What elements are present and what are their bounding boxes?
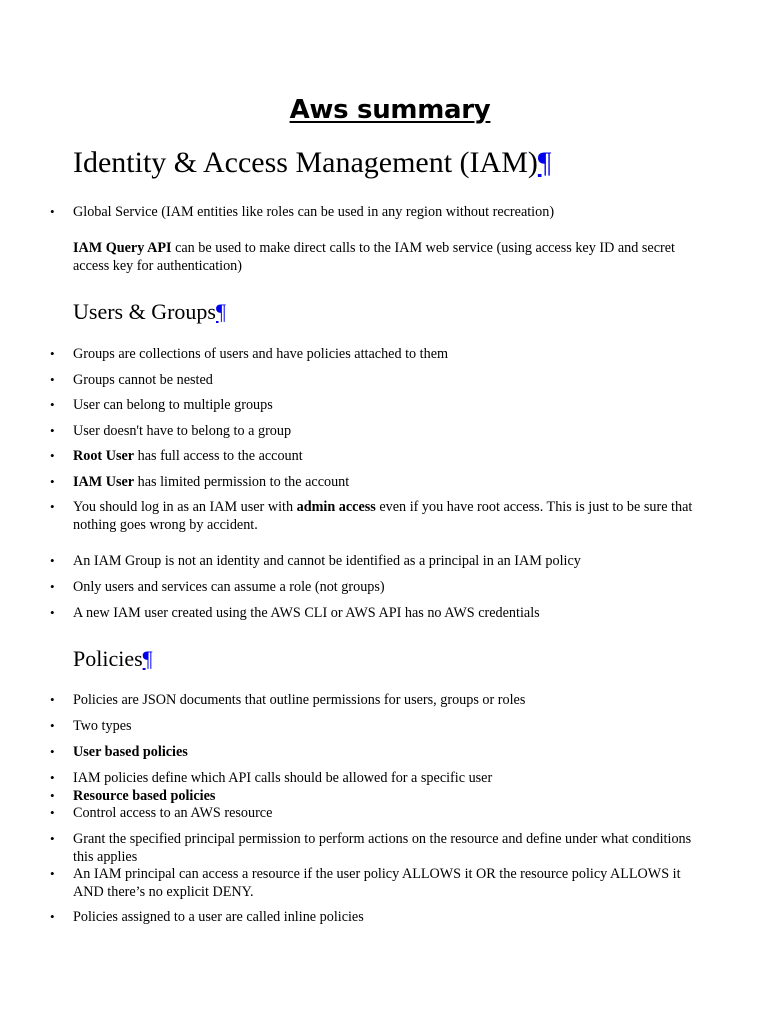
list-item [73,691,693,709]
bold-term: admin access [296,499,376,515]
list-item-text: Policies assigned to a user are called inline policies [73,909,364,925]
list-item-text: User can belong to multiple groups [73,397,273,413]
paragraph-iam-query-api [73,239,693,275]
list-item [73,578,693,596]
heading-anchor-link[interactable]: ¶ [142,646,153,671]
list-item [73,865,693,901]
list-item [73,604,693,622]
bold-term: Root User [73,448,135,464]
heading-anchor-link[interactable]: ¶ [537,146,552,179]
list-item-text: IAM policies define which API calls should be allowed for a specific user [73,770,493,786]
list-item [73,498,693,534]
bold-term: User based policies [73,744,188,760]
heading-users-groups [73,299,226,325]
list-item [73,447,693,465]
list-item-text: An IAM Group is not an identity and cannot be identified as a principal in an IAM policy [73,553,581,569]
list-item [73,804,693,822]
list-item-text: A new IAM user created using the AWS CLI or AWS API has no AWS credentials [73,605,540,621]
heading-anchor-link[interactable]: ¶ [216,299,226,324]
list-item-text: User doesn't have to belong to a group [73,423,292,439]
list-item-text: has full access to the account [134,448,303,464]
list-item-text: even if you have root access. This is just to be sure that nothing goes wrong by accident. [73,499,693,533]
list-item [73,345,693,363]
heading-text: Users & Groups [73,299,216,324]
heading-policies [73,646,153,672]
list-item-text: has limited permission to the account [134,474,350,490]
list-item [73,787,693,805]
list-item-text: Groups are collections of users and have policies attached to them [73,346,449,362]
bold-term: IAM Query API [73,240,172,256]
list-item [73,396,693,414]
list-item-text: Global Service (IAM entities like roles can be used in any region without recreation) [73,204,555,220]
bold-term: Resource based policies [73,788,216,804]
list-item-text: You should log in as an IAM user with [73,499,297,515]
list-item [73,908,693,926]
list-item [73,473,693,491]
list-item [73,743,693,761]
list-item-text: An IAM principal can access a resource if the user policy ALLOWS it OR the resource policy ALLOWS it AND there’s no explicit DENY. [73,866,681,900]
list-item [73,717,693,735]
list-item [73,422,693,440]
list-item-text: Control access to an AWS resource [73,805,273,821]
list-item [73,769,693,787]
list-item [73,371,693,389]
list-item-text: Only users and services can assume a role (not groups) [73,579,385,595]
list-item-text: Grant the specified principal permission to perform actions on the resource and define under what conditions this applies [73,831,692,865]
list-item [73,552,693,570]
document-title: Aws summary [289,95,491,125]
paragraph-text: can be used to make direct calls to the IAM web service (using access key ID and secret access key for authentication) [73,240,675,274]
list-item-text: Groups cannot be nested [73,372,213,388]
list-item-text: Two types [73,718,132,734]
bold-term: IAM User [73,474,135,490]
heading-iam [73,146,551,180]
heading-iam-text: Identity & Access Management (IAM) [73,146,538,179]
list-item [73,830,693,866]
list-item [73,203,693,221]
list-item-text: Policies are JSON documents that outline permissions for users, groups or roles [73,692,526,708]
heading-text: Policies [73,646,143,671]
